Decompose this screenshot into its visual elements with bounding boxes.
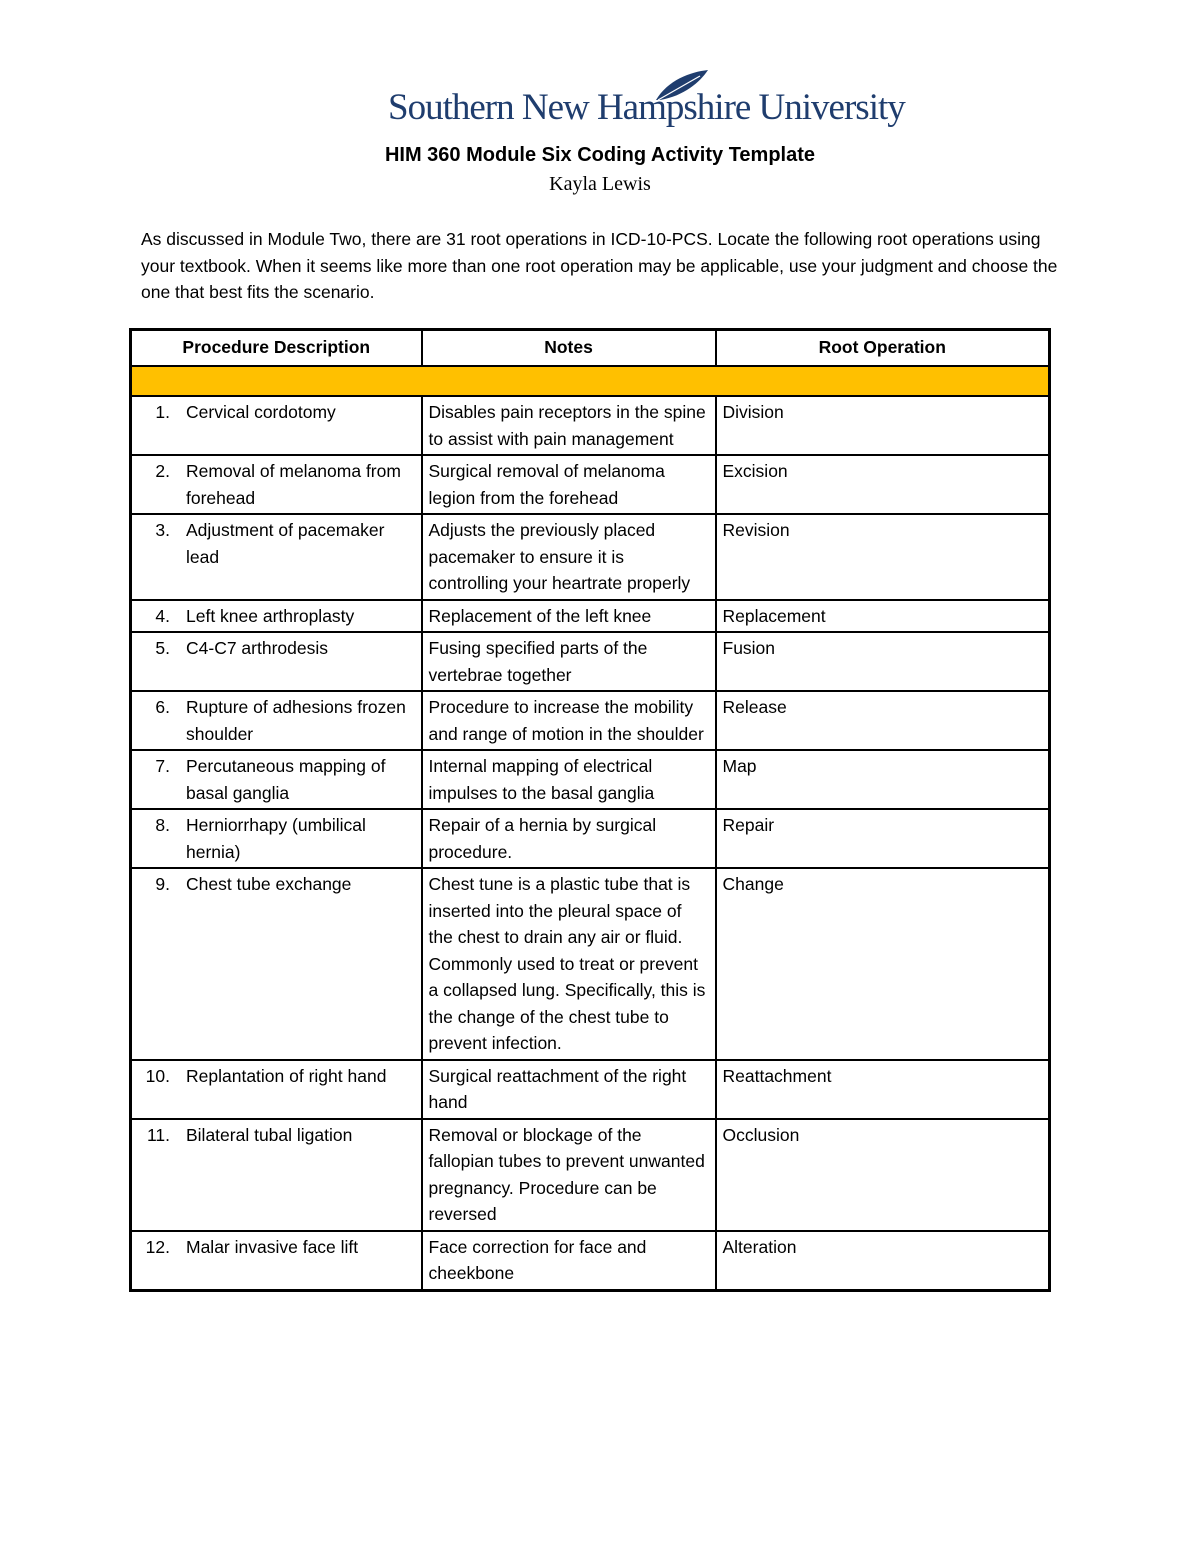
notes-cell: Face correction for face and cheekbone bbox=[422, 1231, 716, 1291]
notes-cell: Replacement of the left knee bbox=[422, 600, 716, 633]
notes-cell: Adjusts the previously placed pacemaker to ensure it is controlling your heartrate properly bbox=[422, 514, 716, 600]
procedure-description: Rupture of adhesions frozen shoulder bbox=[186, 697, 406, 744]
table-row bbox=[131, 809, 1050, 868]
procedure-description: Cervical cordotomy bbox=[186, 402, 336, 422]
root-operation-cell: Map bbox=[716, 750, 1050, 809]
table-row bbox=[131, 632, 1050, 691]
table-row bbox=[131, 1231, 1050, 1291]
notes-cell: Chest tune is a plastic tube that is inserted into the pleural space of the chest to drain any air or fluid. Commonly used to treat or prevent a collapsed lung. Specifically, this is the change of the chest tube to prevent infection. bbox=[422, 868, 716, 1060]
procedure-description: Herniorrhapy (umbilical hernia) bbox=[186, 815, 366, 862]
row-number: 11. bbox=[146, 1124, 170, 1145]
procedure-cell bbox=[131, 514, 422, 600]
row-number: 6. bbox=[155, 697, 170, 717]
procedure-cell bbox=[131, 455, 422, 514]
table-row bbox=[131, 868, 1050, 1060]
notes-cell: Surgical reattachment of the right hand bbox=[422, 1060, 716, 1119]
row-number: 1. bbox=[155, 402, 170, 422]
procedure-cell bbox=[131, 868, 422, 1060]
procedure-description: Removal of melanoma from forehead bbox=[186, 461, 401, 508]
notes-cell: Fusing specified parts of the vertebrae together bbox=[422, 632, 716, 691]
root-operation-cell: Change bbox=[716, 868, 1050, 1060]
root-operation-cell: Division bbox=[716, 396, 1050, 455]
notes-cell: Repair of a hernia by surgical procedure. bbox=[422, 809, 716, 868]
procedure-description: C4-C7 arthrodesis bbox=[186, 638, 328, 658]
root-operation-cell: Excision bbox=[716, 455, 1050, 514]
procedure-cell bbox=[131, 1119, 422, 1231]
procedure-cell bbox=[131, 600, 422, 633]
procedure-cell bbox=[131, 632, 422, 691]
procedure-description: Percutaneous mapping of basal ganglia bbox=[186, 756, 386, 803]
highlight-band bbox=[131, 366, 1050, 396]
procedure-description: Bilateral tubal ligation bbox=[186, 1124, 353, 1145]
procedure-description: Adjustment of pacemaker lead bbox=[186, 520, 385, 567]
table-row bbox=[131, 396, 1050, 455]
table-row bbox=[131, 455, 1050, 514]
table-row bbox=[131, 1119, 1050, 1231]
header-root-operation: Root Operation bbox=[716, 330, 1050, 367]
author-name: Kayla Lewis bbox=[549, 173, 651, 195]
notes-cell: Removal or blockage of the fallopian tubes to prevent unwanted pregnancy. Procedure can be reversed bbox=[422, 1119, 716, 1231]
notes-cell: Internal mapping of electrical impulses to the basal ganglia bbox=[422, 750, 716, 809]
row-number: 10. bbox=[145, 1065, 170, 1086]
root-operation-cell: Alteration bbox=[716, 1231, 1050, 1291]
document-title: HIM 360 Module Six Coding Activity Template bbox=[384, 144, 816, 166]
notes-cell: Surgical removal of melanoma legion from the forehead bbox=[422, 455, 716, 514]
header-notes: Notes bbox=[422, 330, 716, 367]
root-operation-cell: Replacement bbox=[716, 600, 1050, 633]
table-row bbox=[131, 514, 1050, 600]
row-number: 2. bbox=[155, 461, 170, 481]
row-number: 9. bbox=[155, 874, 170, 894]
logo-wordmark: Southern New Hampshire University bbox=[388, 87, 905, 128]
procedure-description: Chest tube exchange bbox=[186, 874, 352, 894]
procedure-description: Left knee arthroplasty bbox=[186, 605, 355, 626]
procedure-cell bbox=[131, 1060, 422, 1119]
procedure-cell bbox=[131, 1231, 422, 1291]
row-number: 3. bbox=[155, 520, 170, 540]
row-number: 5. bbox=[155, 638, 170, 658]
notes-cell: Disables pain receptors in the spine to assist with pain management bbox=[422, 396, 716, 455]
root-operations-table bbox=[129, 328, 1051, 1292]
table-header-row bbox=[131, 330, 1050, 367]
table-row bbox=[131, 750, 1050, 809]
highlight-band-row bbox=[131, 366, 1050, 396]
procedure-cell bbox=[131, 750, 422, 809]
root-operation-cell: Reattachment bbox=[716, 1060, 1050, 1119]
table-row bbox=[131, 600, 1050, 633]
procedure-cell bbox=[131, 691, 422, 750]
root-operation-cell: Release bbox=[716, 691, 1050, 750]
root-operation-cell: Revision bbox=[716, 514, 1050, 600]
table-row bbox=[131, 691, 1050, 750]
row-number: 12. bbox=[145, 1236, 170, 1257]
row-number: 8. bbox=[155, 815, 170, 835]
table-row bbox=[131, 1060, 1050, 1119]
procedure-cell bbox=[131, 396, 422, 455]
root-operation-cell: Fusion bbox=[716, 632, 1050, 691]
procedure-cell bbox=[131, 809, 422, 868]
procedure-description: Malar invasive face lift bbox=[186, 1236, 359, 1257]
quill-leaf-icon bbox=[650, 70, 710, 110]
row-number: 4. bbox=[155, 605, 170, 626]
root-operation-cell: Repair bbox=[716, 809, 1050, 868]
procedure-description: Replantation of right hand bbox=[186, 1065, 387, 1086]
row-number: 7. bbox=[155, 756, 170, 776]
root-operation-cell: Occlusion bbox=[716, 1119, 1050, 1231]
header-procedure-description: Procedure Description bbox=[131, 330, 422, 367]
intro-paragraph: As discussed in Module Two, there are 31 root operations in ICD-10-PCS. Locate the following root operations using your textbook. When it seems like more than one root operation may be applicable, use your judgment and choose the one that best fits the scenario. bbox=[141, 229, 1058, 302]
university-logo bbox=[388, 70, 905, 136]
notes-cell: Procedure to increase the mobility and range of motion in the shoulder bbox=[422, 691, 716, 750]
